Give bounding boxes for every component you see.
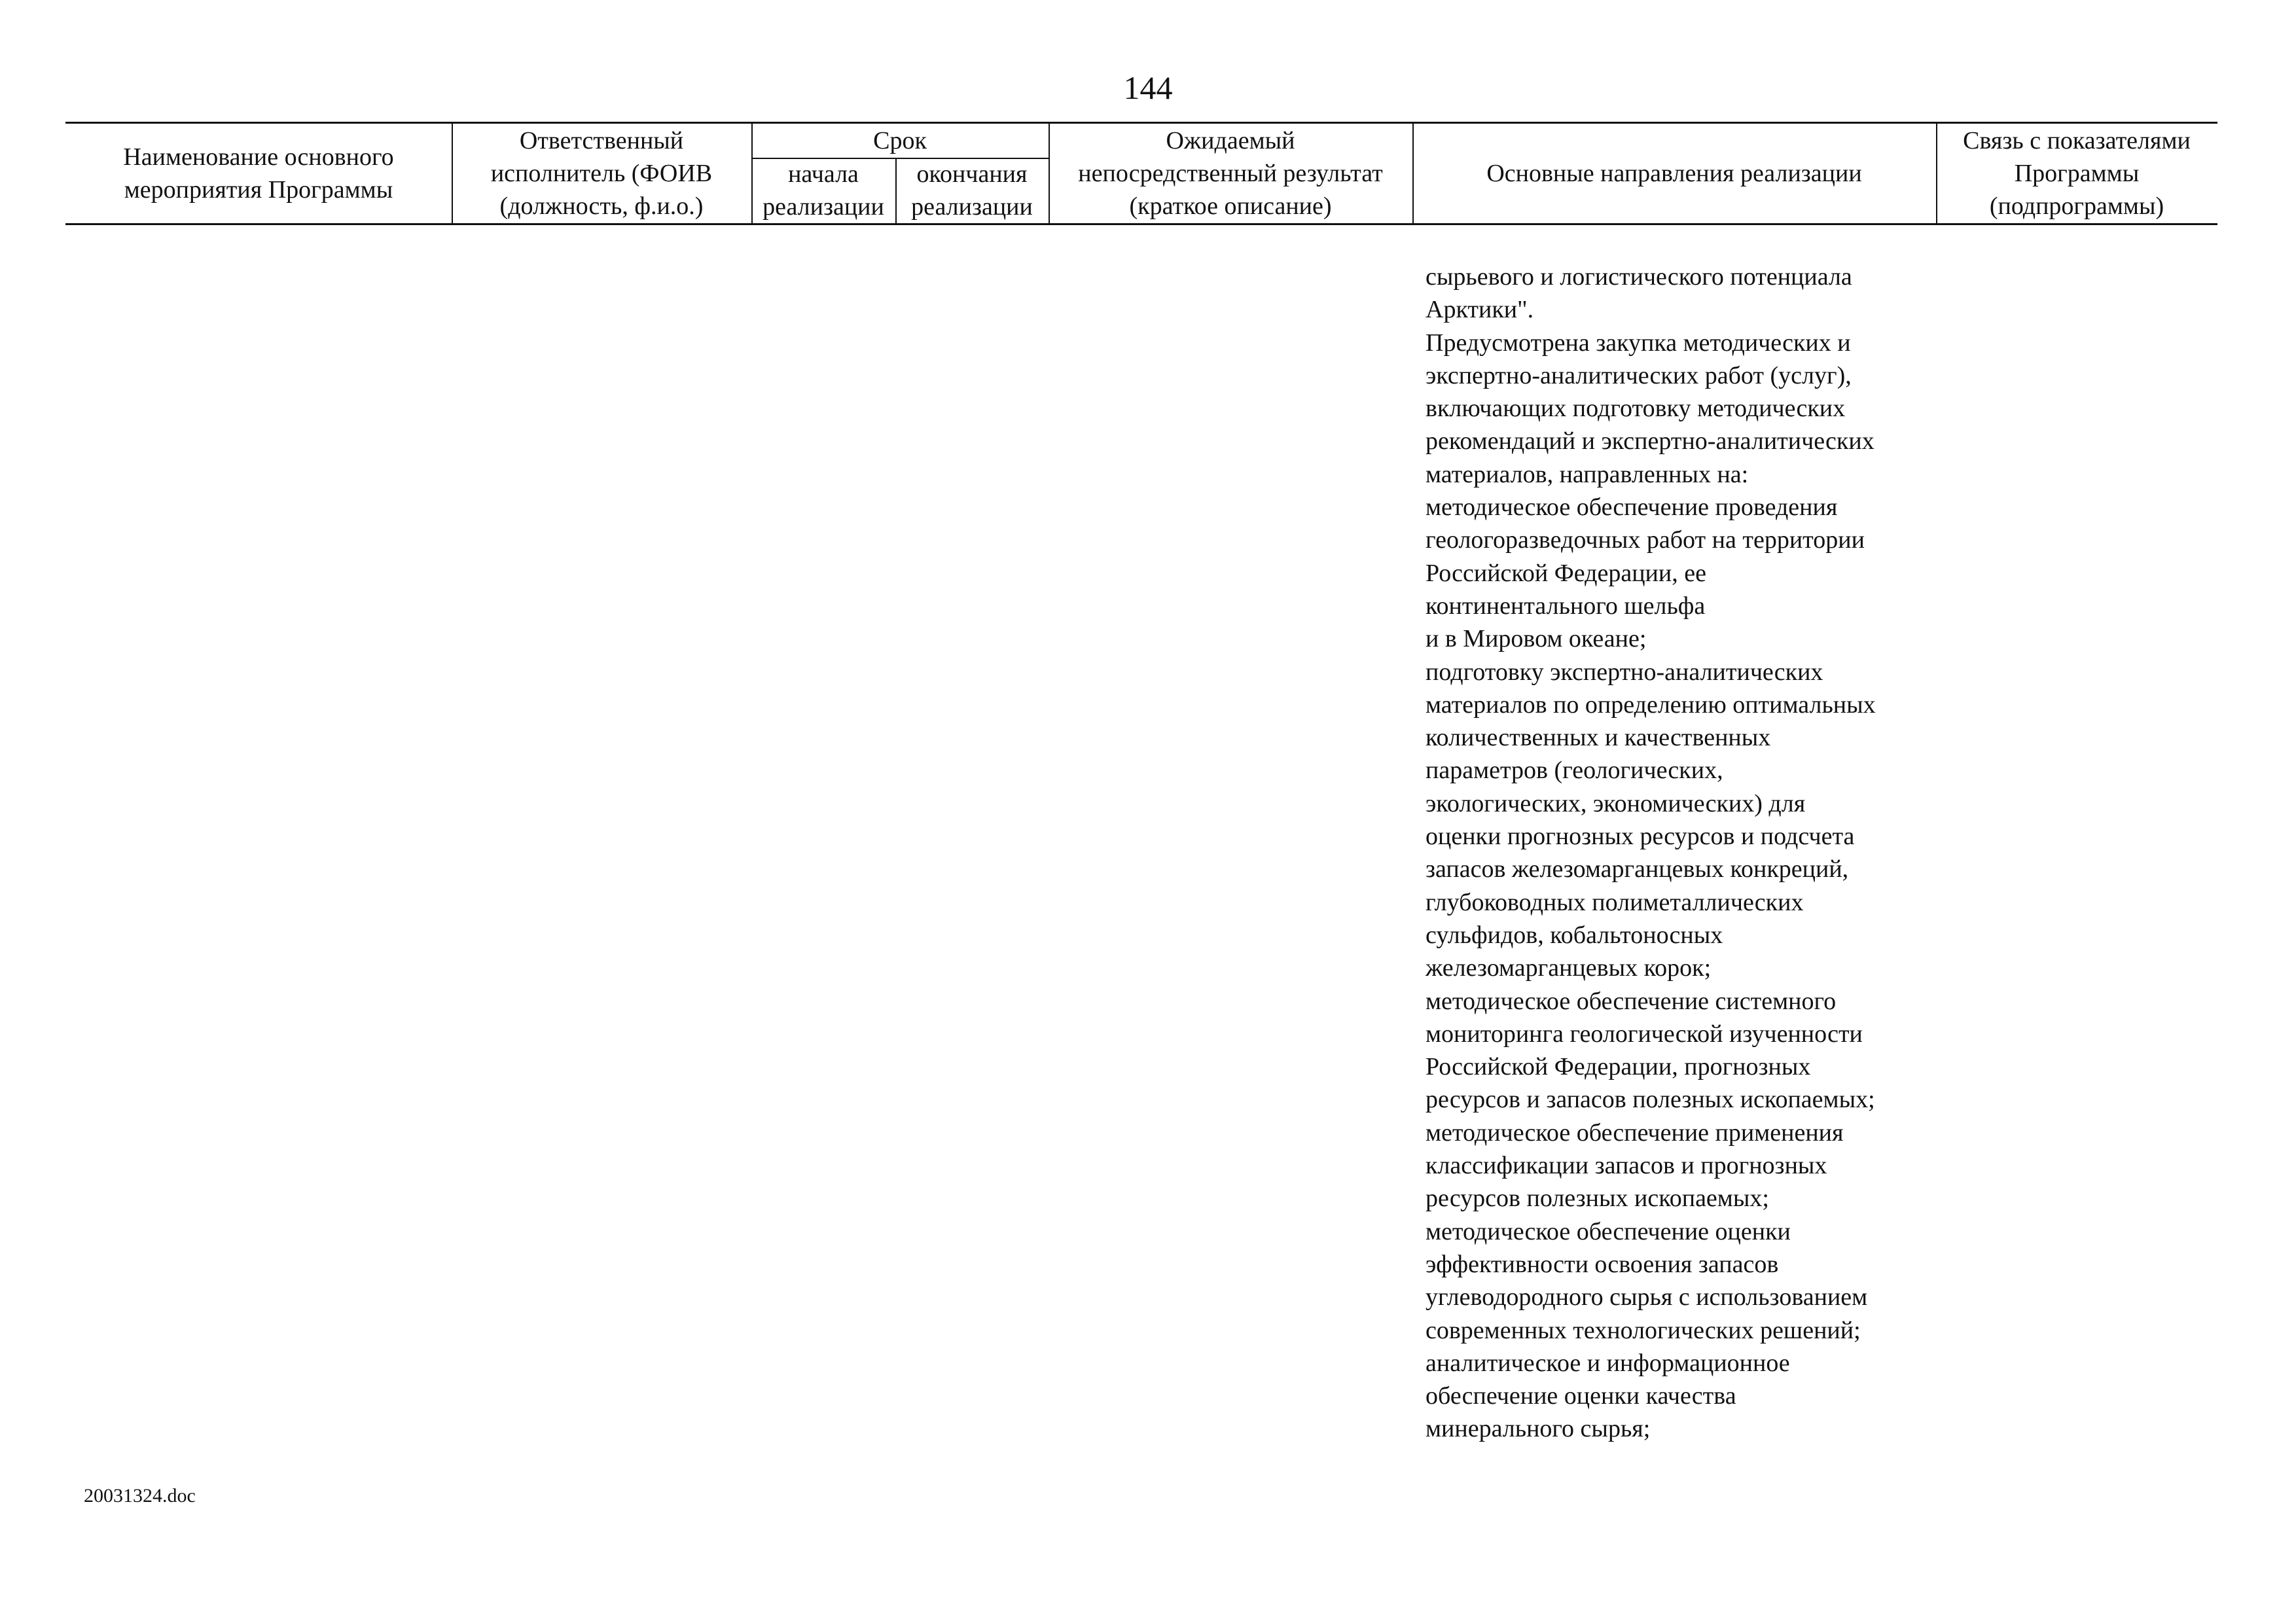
directions-line: Российской Федерации, ее — [1426, 559, 1706, 587]
directions-line: обеспечение оценки качества — [1426, 1382, 1736, 1410]
directions-line: сырьевого и логистического потенциала — [1426, 263, 1852, 291]
directions-line: методическое обеспечение системного — [1426, 987, 1837, 1015]
directions-line: геологоразведочных работ на территории — [1426, 526, 1865, 554]
header-col-result — [1049, 124, 1412, 223]
directions-line: железомарганцевых корок; — [1426, 954, 1712, 982]
directions-line: и в Мировом океане; — [1426, 625, 1647, 653]
directions-line: экологических, экономических) для — [1426, 789, 1806, 817]
header-col-executor — [452, 124, 751, 223]
directions-line: оценки прогнозных ресурсов и подсчета — [1426, 823, 1855, 851]
header-col-term-end-line: окончания — [916, 160, 1028, 188]
header-col-term-start-line: начала — [788, 160, 859, 188]
header-col-directions-label: Основные направления реализации — [1486, 160, 1862, 187]
directions-line: подготовку экспертно-аналитических — [1426, 658, 1823, 686]
header-col-indicators-line: Программы — [2014, 160, 2140, 187]
directions-line: рекомендаций и экспертно-аналитических — [1426, 427, 1874, 455]
header-col-result-line: Ожидаемый — [1166, 127, 1295, 154]
footer-filename: 20031324.doc — [84, 1485, 196, 1507]
header-col-result-line: непосредственный результат — [1078, 160, 1383, 187]
directions-line: Предусмотрена закупка методических и — [1426, 329, 1851, 357]
header-col-indicators-line: (подпрограммы) — [1989, 192, 2164, 220]
page-number: 144 — [1123, 69, 1173, 106]
directions-line: материалов по определению оптимальных — [1426, 690, 1876, 719]
directions-line: параметров (геологических, — [1426, 757, 1723, 785]
directions-line: эффективности освоения запасов — [1426, 1250, 1779, 1278]
header-col-term-start — [751, 158, 895, 223]
directions-line: минерального сырья; — [1426, 1415, 1651, 1443]
directions-line: количественных и качественных — [1426, 724, 1771, 752]
header-col-directions — [1412, 124, 1936, 223]
header-col-indicators — [1936, 124, 2217, 223]
header-col-name-line: Наименование основного — [123, 143, 394, 171]
header-col-name-line: мероприятия Программы — [124, 176, 393, 204]
header-col-indicators-line: Связь с показателями — [1963, 127, 2191, 154]
directions-line: Арктики". — [1426, 296, 1534, 324]
directions-line: современных технологических решений; — [1426, 1316, 1861, 1344]
directions-line: глубоководных полиметаллических — [1426, 888, 1804, 916]
header-col-term-end-line: реализации — [911, 193, 1033, 221]
directions-line: методическое обеспечение оценки — [1426, 1217, 1791, 1245]
directions-line: Российской Федерации, прогнозных — [1426, 1053, 1811, 1081]
directions-line: ресурсов и запасов полезных ископаемых; — [1426, 1086, 1875, 1114]
directions-line: мониторинга геологической изученности — [1426, 1020, 1863, 1048]
header-col-executor-line: исполнитель (ФОИВ — [490, 160, 713, 187]
directions-line: методическое обеспечение проведения — [1426, 493, 1838, 522]
directions-line: экспертно-аналитических работ (услуг), — [1426, 361, 1852, 389]
directions-line: континентального шельфа — [1426, 592, 1706, 620]
table-header — [65, 122, 2217, 225]
header-col-result-line: (краткое описание) — [1129, 192, 1332, 220]
header-col-name — [65, 124, 452, 223]
directions-text — [1426, 260, 1943, 1446]
directions-line: классификации запасов и прогнозных — [1426, 1152, 1827, 1180]
header-col-executor-line: (должность, ф.и.о.) — [499, 192, 704, 220]
header-col-term-start-line: реализации — [762, 193, 884, 221]
directions-line: ресурсов полезных ископаемых; — [1426, 1185, 1769, 1213]
header-col-executor-line: Ответственный — [519, 127, 684, 154]
directions-line: углеводородного сырья с использованием — [1426, 1283, 1868, 1311]
header-col-term-end — [895, 158, 1049, 223]
directions-line: включающих подготовку методических — [1426, 395, 1846, 423]
directions-line: методическое обеспечение применения — [1426, 1118, 1844, 1147]
directions-line: аналитическое и информационное — [1426, 1349, 1790, 1377]
directions-line: материалов, направленных на: — [1426, 460, 1749, 488]
directions-line: запасов железомарганцевых конкреций, — [1426, 855, 1849, 883]
directions-line: сульфидов, кобальтоносных — [1426, 921, 1723, 949]
header-col-term: Срок — [873, 127, 927, 154]
